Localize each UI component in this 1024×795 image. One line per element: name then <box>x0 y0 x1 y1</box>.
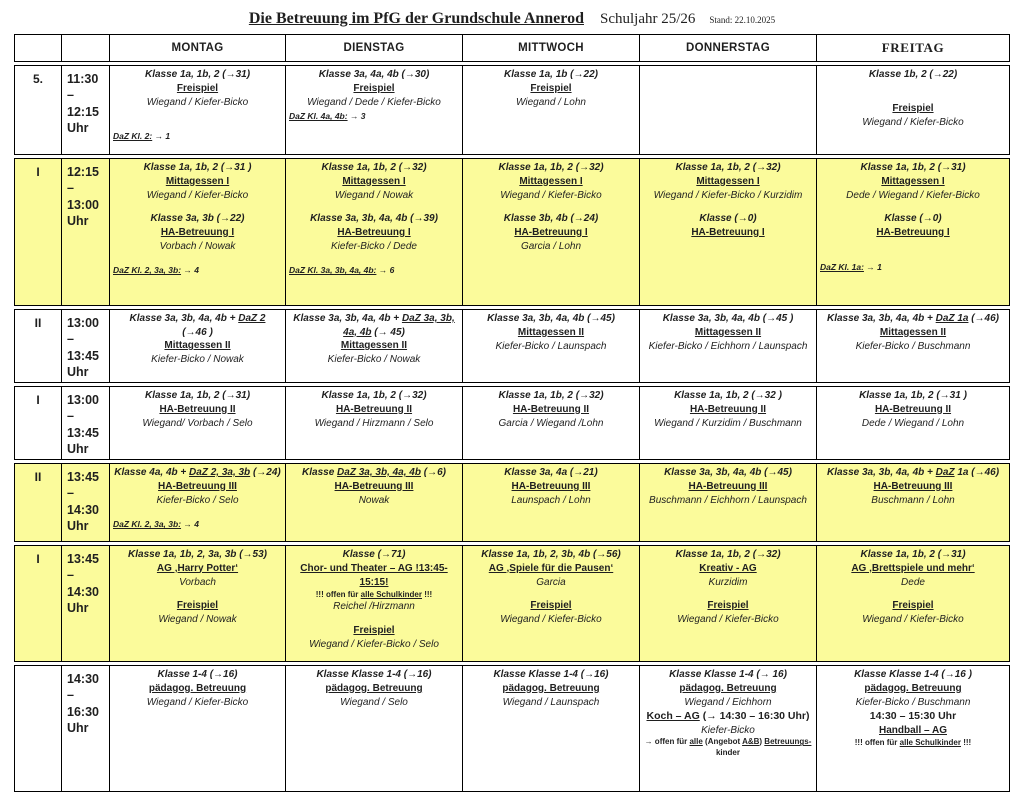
day-cell <box>817 158 1010 306</box>
line-names: Garcia / Wiegand /Lohn <box>498 417 604 429</box>
day-cell <box>286 65 463 155</box>
time-line: 12:15 – <box>67 165 99 196</box>
day-cell <box>463 463 640 542</box>
line-activity: AG ‚Brettspiele und mehr‘ <box>851 562 975 574</box>
line-activity: Mittagessen II <box>340 340 408 351</box>
day-cell <box>110 386 286 460</box>
time-range <box>62 158 110 306</box>
day-cell <box>110 665 286 792</box>
line-names: Kiefer-Bicko / Dede <box>331 240 417 252</box>
line-klasse: Klasse 1a, 1b, 2 (→31) <box>144 69 251 80</box>
line-activity: pädagog. Betreuung <box>679 682 777 694</box>
line-spacer <box>289 202 459 212</box>
day-cell <box>640 545 817 662</box>
time-line: 13:45 <box>67 425 99 440</box>
time-line: 14:30 <box>67 584 99 599</box>
line-names: Wiegand / Kiefer-Bicko <box>677 614 779 625</box>
line-activity: pädagog. Betreuung <box>502 682 600 694</box>
block-label: I <box>14 386 62 460</box>
day-cell <box>463 665 640 792</box>
line-spacer <box>820 92 1006 102</box>
header-wednesday: MITTWOCH <box>463 34 640 62</box>
line-klasse: Klasse 1a, 1b, 2 (→32) <box>675 162 781 173</box>
line-names: Kiefer-Bicko / Launspach <box>495 340 607 352</box>
day-cell <box>286 386 463 460</box>
line-names: Wiegand / Lohn <box>516 96 586 108</box>
line-activity: Mittagessen I <box>342 175 406 187</box>
line-activity: pädagog. Betreuung <box>148 682 247 694</box>
line-klasse: Klasse 1a, 1b, 2, 3b, 4b (→56) <box>481 549 621 560</box>
day-cell <box>286 463 463 542</box>
time-line: Uhr <box>67 441 89 456</box>
line-spacer <box>113 253 282 263</box>
line-activity: Freispiel <box>892 102 934 114</box>
line-names: Wiegand / Selo <box>340 696 408 708</box>
line-names: Wiegand / Kiefer-Bicko / Kurzidim <box>653 189 803 201</box>
line-spacer <box>820 202 1006 212</box>
time-range <box>62 665 110 792</box>
line-names: Launspach / Lohn <box>511 494 591 506</box>
schedule-body <box>14 65 1010 792</box>
day-cell <box>640 386 817 460</box>
line-names: Wiegand / Kurzidim / Buschmann <box>654 417 802 429</box>
day-cell <box>110 158 286 306</box>
title-bar <box>14 10 1010 28</box>
day-cell <box>640 158 817 306</box>
line-spacer <box>820 589 1006 599</box>
day-cell <box>286 665 463 792</box>
line-activity: HA-Betreuung I <box>876 226 950 238</box>
line-names: Kurzidim <box>708 576 748 588</box>
day-cell <box>640 463 817 542</box>
header-time-col <box>62 34 110 62</box>
time-line: Uhr <box>67 600 89 615</box>
line-names: Wiegand / Kiefer-Bicko <box>146 96 249 108</box>
day-cell <box>463 386 640 460</box>
line-bold: 14:30 – 15:30 Uhr <box>869 710 957 722</box>
line-activity: Kreativ - AG <box>699 562 757 574</box>
line-spacer <box>820 240 1006 250</box>
line-klasse: Klasse 4a, 4b + DaZ 2, 3a, 3b (→24) <box>114 467 281 478</box>
line-names: Dede / Wiegand / Lohn <box>861 417 965 429</box>
time-line: 14:30 <box>67 502 99 517</box>
line-names: Kiefer-Bicko / Buschmann <box>855 696 971 708</box>
line-spacer <box>113 119 282 129</box>
line-klasse: Klasse 3a, 3b, 4a, 4b (→39) <box>310 213 438 224</box>
line-activity: Freispiel <box>707 600 749 611</box>
line-activity: HA-Betreuung II <box>689 403 767 415</box>
time-line: 11:30 – <box>67 72 99 103</box>
line-names: Wiegand / Nowak <box>334 189 414 201</box>
line-names: Kiefer-Bicko / Eichhorn / Launspach <box>648 340 808 352</box>
line-names: Wiegand/ Vorbach / Selo <box>142 417 253 429</box>
line-activity: HA-Betreuung I <box>160 226 235 238</box>
block-label: I <box>14 545 62 662</box>
line-klasse: Klasse Klasse 1-4 (→16) <box>316 669 432 680</box>
line-names: Dede <box>901 576 925 588</box>
line-names: Wiegand / Kiefer-Bicko <box>500 614 602 625</box>
line-spacer <box>820 250 1006 260</box>
time-line: 16:30 <box>67 704 99 719</box>
schedule-row <box>14 309 1010 383</box>
time-range <box>62 65 110 155</box>
line-activity: Mittagessen I <box>165 175 230 187</box>
line-activity: Mittagessen II <box>694 326 762 338</box>
line-activity: HA-Betreuung III <box>158 480 237 492</box>
line-klasse: Klasse 3a, 3b, 4a, 4b + DaZ 1a (→46) <box>826 313 1000 324</box>
line-activity: pädagog. Betreuung <box>325 682 423 694</box>
line-klasse: Klasse 1a, 1b, 2 (→31) <box>144 390 251 401</box>
line-klasse: Klasse 3a, 3b (→22) <box>150 213 245 224</box>
line-activity: HA-Betreuung I <box>337 226 411 238</box>
day-cell <box>817 65 1010 155</box>
day-cell <box>640 65 817 155</box>
line-activity: Mittagessen II <box>164 340 231 351</box>
line-names: Kiefer-Bicko / Buschmann <box>855 340 971 352</box>
line-activity: HA-Betreuung II <box>512 403 590 415</box>
line-activity: HA-Betreuung I <box>691 226 765 238</box>
line-klasse: (→46 ) <box>182 326 213 338</box>
schedule-row <box>14 545 1010 662</box>
day-cell <box>286 309 463 383</box>
time-range <box>62 463 110 542</box>
line-activity: Handball – AG <box>879 724 947 736</box>
line-klasse: Klasse (→0) <box>884 213 942 224</box>
day-cell <box>110 545 286 662</box>
day-cell <box>640 309 817 383</box>
time-line: Uhr <box>67 720 89 735</box>
line-spacer <box>113 589 282 599</box>
day-cell <box>463 545 640 662</box>
line-names: Garcia / Lohn <box>520 240 582 252</box>
line-klasse: Klasse 1a, 1b, 2 (→31) <box>860 162 966 173</box>
day-cell <box>463 158 640 306</box>
time-line: 14:30 – <box>67 672 99 703</box>
schedule-row <box>14 665 1010 792</box>
line-klasse: Klasse Klasse 1-4 (→16 ) <box>854 669 972 680</box>
schedule-row <box>14 65 1010 155</box>
line-daz: DaZ Kl. 2: → 1 <box>113 131 171 141</box>
line-names: Kiefer-Bicko / Selo <box>156 494 239 506</box>
time-line: 12:15 <box>67 104 99 119</box>
line-klasse: Klasse 3a, 3b, 4a, 4b + DaZ 3a, 3b, 4a, 4b (→ 45) <box>293 313 455 338</box>
line-spacer <box>643 202 813 212</box>
line-spacer <box>113 109 282 119</box>
time-range <box>62 545 110 662</box>
line-names: Buschmann / Lohn <box>871 494 955 506</box>
line-activity: HA-Betreuung III <box>511 480 591 492</box>
line-activity: HA-Betreuung II <box>874 403 952 415</box>
line-activity: Freispiel <box>530 600 572 611</box>
block-label: I <box>14 158 62 306</box>
line-activity: AG ‚Harry Potter‘ <box>156 562 239 574</box>
line-klasse: Klasse 1a, 1b, 2 (→32) <box>498 162 604 173</box>
line-note: !!! offen für alle Schulkinder !!! <box>854 737 972 747</box>
header-tuesday: DIENSTAG <box>286 34 463 62</box>
line-klasse: Klasse (→71) <box>342 549 406 560</box>
day-cell <box>286 158 463 306</box>
line-klasse: Klasse 1b, 2 (→22) <box>868 69 958 80</box>
line-names: Garcia <box>536 576 566 588</box>
revision-date: Stand: 22.10.2025 <box>709 15 776 25</box>
line-daz: DaZ Kl. 1a: → 1 <box>820 261 882 272</box>
line-names: Wiegand / Dede / Kiefer-Bicko <box>307 96 441 108</box>
line-klasse: Klasse (→0) <box>699 213 757 224</box>
header-friday: FREITAG <box>817 34 1010 62</box>
line-klasse: Klasse 1a, 1b, 2 (→32) <box>675 549 781 560</box>
block-label: 5. <box>14 65 62 155</box>
schedule-row <box>14 386 1010 460</box>
line-spacer <box>643 589 813 599</box>
block-label: II <box>14 309 62 383</box>
line-names: Wiegand / Kiefer-Bicko <box>862 116 964 128</box>
day-cell <box>817 463 1010 542</box>
line-klasse: Klasse 1a, 1b, 2 (→31 ) <box>143 162 252 173</box>
line-klasse: Klasse 1a, 1b, 2 (→31) <box>860 549 966 560</box>
line-daz: DaZ Kl. 4a, 4b: → 3 <box>289 111 366 121</box>
time-line: Uhr <box>67 364 89 379</box>
line-activity: Mittagessen I <box>881 175 945 187</box>
school-year: Schuljahr 25/26 <box>599 11 696 27</box>
line-activity: HA-Betreuung III <box>688 480 768 492</box>
schedule-row <box>14 158 1010 306</box>
line-klasse: Klasse 3b, 4b (→24) <box>503 213 599 224</box>
line-note: !!! offen für alle Schulkinder !!! <box>315 589 433 599</box>
line-klasse: Klasse 1a, 1b, 2, 3a, 3b (→53) <box>128 549 267 560</box>
line-klasse: Klasse 1a, 1b, 2 (→31 ) <box>859 390 967 401</box>
line-klasse: Klasse 3a, 4a, 4b (→30) <box>318 69 430 80</box>
line-activity: pädagog. Betreuung <box>864 682 962 694</box>
line-activity: Mittagessen I <box>519 175 583 187</box>
header-block-col <box>14 34 62 62</box>
time-line: Uhr <box>67 120 89 135</box>
line-names: Wiegand / Nowak <box>158 614 237 625</box>
line-klasse: Klasse 3a, 3b, 4a, 4b (→45 ) <box>662 313 794 324</box>
day-cell <box>110 65 286 155</box>
line-names: Vorbach <box>179 576 216 588</box>
line-activity: HA-Betreuung II <box>159 403 236 415</box>
line-bold: Koch – AG (→ 14:30 – 16:30 Uhr) <box>646 710 810 722</box>
line-spacer <box>113 202 282 212</box>
line-klasse: Klasse 3a, 3b, 4a, 4b + DaZ 2 <box>129 313 266 324</box>
line-spacer <box>113 507 282 517</box>
time-line: 13:00 <box>67 197 99 212</box>
line-activity: Mittagessen II <box>879 326 947 338</box>
time-line: 13:45 <box>67 348 99 363</box>
line-spacer <box>466 202 636 212</box>
day-cell <box>110 463 286 542</box>
line-names: Wiegand / Kiefer-Bicko / Selo <box>309 638 439 650</box>
header-monday: MONTAG <box>110 34 286 62</box>
time-line: Uhr <box>67 518 89 533</box>
line-names: Wiegand / Eichhorn <box>684 696 772 708</box>
line-klasse: Klasse DaZ 3a, 3b, 4a, 4b (→6) <box>302 467 446 478</box>
line-names: Vorbach / Nowak <box>159 240 236 252</box>
line-names: Wiegand / Kiefer-Bicko <box>862 614 964 625</box>
line-names: Nowak <box>358 494 390 506</box>
time-line: 13:45 – <box>67 470 99 501</box>
day-cell <box>817 309 1010 383</box>
line-names: Kiefer-Bicko <box>701 724 755 736</box>
line-klasse: Klasse 1a, 1b (→22) <box>504 69 598 80</box>
line-names: Reichel /Hirzmann <box>333 601 415 613</box>
line-note: → offen für alle (Angebot A&B) Betreuungs-kinder <box>644 737 812 757</box>
line-names: Wiegand / Kiefer-Bicko <box>500 189 602 201</box>
line-names: Kiefer-Bicko / Nowak <box>327 354 421 365</box>
time-line: Uhr <box>67 213 89 228</box>
line-daz: DaZ Kl. 2, 3a, 3b: → 4 <box>113 519 199 529</box>
line-activity: HA-Betreuung III <box>334 480 414 492</box>
line-klasse: Klasse 1a, 1b, 2 (→32) <box>321 390 427 401</box>
line-activity: HA-Betreuung II <box>335 403 413 415</box>
line-names: Dede / Wiegand / Kiefer-Bicko <box>846 189 980 201</box>
line-names: Wiegand / Hirzmann / Selo <box>314 417 434 429</box>
line-klasse: Klasse Klasse 1-4 (→ 16) <box>669 669 787 680</box>
block-label: II <box>14 463 62 542</box>
line-activity: Chor- und Theater – AG !13:45-15:15! <box>300 562 448 588</box>
line-spacer <box>289 614 459 624</box>
line-names: Wiegand / Launspach <box>502 696 600 708</box>
page-title: Die Betreuung im PfG der Grundschule Annerod <box>248 10 584 27</box>
schedule-row <box>14 463 1010 542</box>
line-klasse: Klasse 3a, 4a (→21) <box>504 467 598 478</box>
line-activity: HA-Betreuung I <box>514 226 588 238</box>
schedule-table <box>14 31 1010 795</box>
line-names: Wiegand / Kiefer-Bicko <box>146 189 249 201</box>
line-activity: Freispiel <box>176 600 219 611</box>
line-activity: Freispiel <box>353 624 395 636</box>
line-klasse: Klasse Klasse 1-4 (→16) <box>493 669 609 680</box>
block-label <box>14 665 62 792</box>
day-cell <box>817 386 1010 460</box>
header-row <box>14 34 1010 62</box>
line-activity: Freispiel <box>353 82 395 94</box>
line-activity: HA-Betreuung III <box>873 480 953 492</box>
day-cell <box>817 665 1010 792</box>
line-daz: DaZ Kl. 3a, 3b, 4a, 4b: → 6 <box>289 265 395 275</box>
line-spacer <box>289 253 459 263</box>
line-klasse: Klasse 3a, 3b, 4a, 4b + DaZ 1a (→46) <box>826 467 1000 478</box>
line-klasse: Klasse 1a, 1b, 2 (→32) <box>498 390 604 401</box>
day-cell <box>640 665 817 792</box>
day-cell <box>286 545 463 662</box>
line-activity: Freispiel <box>892 600 934 611</box>
line-klasse: Klasse 3a, 3b, 4a, 4b (→45) <box>487 313 615 324</box>
time-line: 13:00 – <box>67 393 99 424</box>
line-klasse: Klasse 1a, 1b, 2 (→32) <box>321 162 427 173</box>
header-thursday: DONNERSTAG <box>640 34 817 62</box>
day-cell <box>817 545 1010 662</box>
day-cell <box>463 309 640 383</box>
time-line: 13:00 – <box>67 316 99 347</box>
line-klasse: Klasse 3a, 3b, 4a, 4b (→45) <box>664 467 792 478</box>
line-activity: Mittagessen I <box>696 175 760 187</box>
time-range <box>62 386 110 460</box>
line-names: Wiegand / Kiefer-Bicko <box>146 696 249 708</box>
time-range <box>62 309 110 383</box>
line-spacer <box>466 589 636 599</box>
time-line: 13:45 – <box>67 552 99 583</box>
day-cell <box>463 65 640 155</box>
line-activity: AG ‚Spiele für die Pausen‘ <box>488 562 614 574</box>
line-names: Kiefer-Bicko / Nowak <box>151 354 244 365</box>
line-spacer <box>820 82 1006 92</box>
line-activity: Freispiel <box>530 82 572 94</box>
line-activity: Freispiel <box>176 82 219 94</box>
line-activity: Mittagessen II <box>517 326 585 338</box>
day-cell <box>110 309 286 383</box>
line-klasse: Klasse 1-4 (→16) <box>157 669 238 680</box>
line-names: Buschmann / Eichhorn / Launspach <box>649 494 807 506</box>
line-daz: DaZ Kl. 2, 3a, 3b: → 4 <box>113 265 199 275</box>
line-klasse: Klasse 1a, 1b, 2 (→32 ) <box>674 390 782 401</box>
